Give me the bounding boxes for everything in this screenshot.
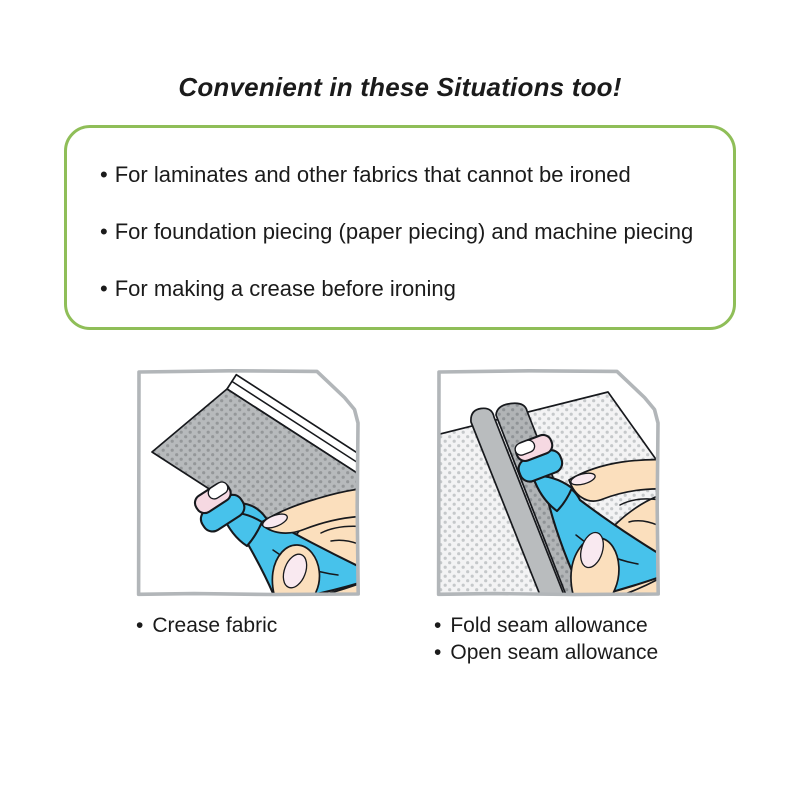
situation-text: For laminates and other fabrics that cannot be ironed <box>114 162 631 187</box>
figure-crease-fabric <box>134 367 366 598</box>
crease-fabric-illustration <box>134 367 366 598</box>
situation-item <box>100 161 715 188</box>
situation-text: For making a crease before ironing <box>114 276 456 301</box>
bullet-marker: • <box>434 640 442 664</box>
bullet-marker: • <box>100 162 108 187</box>
figure-seam-allowance <box>434 367 666 598</box>
bullet-marker: • <box>136 614 144 637</box>
caption-text: Fold seam allowance <box>450 614 648 637</box>
bullet-marker: • <box>100 219 108 244</box>
bullet-marker: • <box>100 276 108 301</box>
situation-item <box>100 218 715 245</box>
situations-box <box>64 125 736 330</box>
situation-text: For foundation piecing (paper piecing) and machine piecing <box>114 219 694 244</box>
caption-line <box>434 640 658 667</box>
caption-text: Crease fabric <box>152 614 278 637</box>
caption-crease-fabric <box>136 613 277 640</box>
caption-line <box>434 613 658 640</box>
caption-text: Open seam allowance <box>450 640 659 664</box>
page-title: Convenient in these Situations too! <box>178 72 622 102</box>
seam-allowance-illustration <box>434 367 666 598</box>
bullet-marker: • <box>434 614 442 637</box>
caption-seam-allowance <box>434 613 658 666</box>
situation-item <box>100 275 715 302</box>
caption-line <box>136 613 277 640</box>
